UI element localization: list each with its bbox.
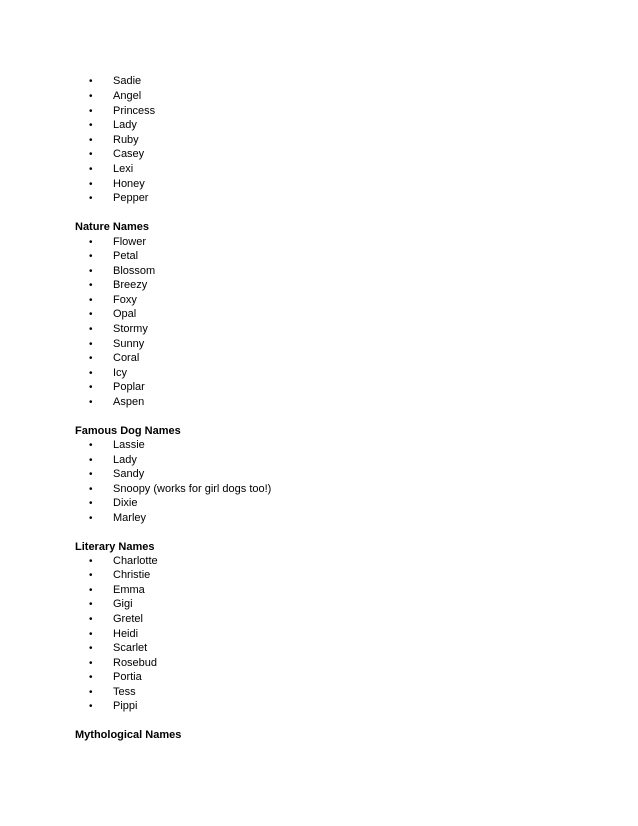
- bullet-icon: •: [89, 469, 93, 480]
- list-item-label: Honey: [113, 178, 145, 190]
- list-item-label: Snoopy (works for girl dogs too!): [113, 483, 272, 495]
- list-item: [89, 249, 138, 264]
- list-item-label: Gretel: [113, 613, 143, 625]
- list-item: [89, 177, 145, 192]
- list-item: [89, 235, 146, 250]
- bullet-icon: •: [89, 498, 93, 509]
- list-item-label: Foxy: [113, 294, 137, 306]
- list-item-label: Angel: [113, 90, 142, 102]
- list-item-label: Lassie: [113, 439, 145, 451]
- bullet-icon: •: [89, 193, 93, 204]
- list-item: [89, 453, 137, 468]
- list-item-label: Heidi: [113, 628, 139, 640]
- list-item: [89, 118, 137, 133]
- bullet-icon: •: [89, 701, 93, 712]
- list-item-label: Pippi: [113, 700, 138, 712]
- bullet-icon: •: [89, 309, 93, 320]
- list-item-label: Scarlet: [113, 642, 148, 654]
- list-item-label: Sadie: [113, 75, 142, 87]
- list-item: [89, 482, 271, 497]
- list-item: [89, 337, 144, 352]
- list-item: [89, 670, 142, 685]
- list-item-label: Petal: [113, 250, 139, 262]
- bullet-icon: •: [89, 353, 93, 364]
- bullet-icon: •: [89, 658, 93, 669]
- list-item: [89, 597, 133, 612]
- bullet-icon: •: [89, 382, 93, 393]
- list-item-label: Christie: [113, 569, 151, 581]
- list-item: [89, 467, 144, 482]
- bullet-icon: •: [89, 687, 93, 698]
- list-item: [89, 264, 155, 279]
- bullet-icon: •: [89, 599, 93, 610]
- list-item: [89, 307, 136, 322]
- list-item-label: Coral: [113, 352, 140, 364]
- list-item: [89, 627, 138, 642]
- list-item-label: Tess: [113, 686, 136, 698]
- list-item: [89, 438, 145, 453]
- list-item: [89, 699, 137, 714]
- bullet-icon: •: [89, 179, 93, 190]
- list-item-label: Marley: [113, 512, 147, 524]
- list-item-label: Flower: [113, 236, 147, 248]
- list-item: [89, 278, 147, 293]
- list-item-label: Icy: [113, 367, 128, 379]
- list-item: [89, 656, 157, 671]
- list-item: [89, 395, 144, 410]
- list-item: [89, 104, 155, 119]
- list-item-label: Emma: [113, 584, 145, 596]
- list-item: [89, 583, 145, 598]
- bullet-icon: •: [89, 266, 93, 277]
- list-item: [89, 191, 148, 206]
- section-heading-literary: Literary Names: [75, 541, 155, 553]
- bullet-icon: •: [89, 513, 93, 524]
- list-item: [89, 322, 148, 337]
- list-item-label: Aspen: [113, 396, 145, 408]
- bullet-icon: •: [89, 251, 93, 262]
- bullet-icon: •: [89, 280, 93, 291]
- list-item-label: Pepper: [113, 192, 149, 204]
- bullet-icon: •: [89, 135, 93, 146]
- list-item: [89, 380, 145, 395]
- section-heading-nature: Nature Names: [75, 221, 149, 233]
- list-item-label: Gigi: [113, 598, 133, 610]
- list-item-label: Breezy: [113, 279, 148, 291]
- bullet-icon: •: [89, 397, 93, 408]
- list-item: [89, 351, 139, 366]
- list-item: [89, 685, 136, 700]
- bullet-icon: •: [89, 570, 93, 581]
- bullet-icon: •: [89, 440, 93, 451]
- list-item-label: Ruby: [113, 134, 139, 146]
- list-item-label: Stormy: [113, 323, 148, 335]
- list-item: [89, 89, 141, 104]
- bullet-icon: •: [89, 629, 93, 640]
- bullet-icon: •: [89, 368, 93, 379]
- list-item-label: Poplar: [113, 381, 145, 393]
- list-item-label: Sunny: [113, 338, 145, 350]
- bullet-icon: •: [89, 643, 93, 654]
- bullet-icon: •: [89, 149, 93, 160]
- bullet-icon: •: [89, 556, 93, 567]
- list-item: [89, 162, 133, 177]
- list-item: [89, 496, 137, 511]
- bullet-icon: •: [89, 106, 93, 117]
- list-item: [89, 366, 127, 381]
- list-item: [89, 641, 147, 656]
- list-item: [89, 511, 146, 526]
- bullet-icon: •: [89, 672, 93, 683]
- bullet-icon: •: [89, 614, 93, 625]
- bullet-icon: •: [89, 484, 93, 495]
- list-item-label: Lexi: [113, 163, 134, 175]
- list-item-label: Lady: [113, 454, 137, 466]
- list-item: [89, 147, 144, 162]
- list-item: [89, 568, 150, 583]
- list-item: [89, 554, 158, 569]
- list-item-label: Rosebud: [113, 657, 158, 669]
- section-heading-famous: Famous Dog Names: [75, 425, 181, 437]
- list-item-label: Charlotte: [113, 555, 158, 567]
- bullet-icon: •: [89, 164, 93, 175]
- bullet-icon: •: [89, 76, 93, 87]
- bullet-icon: •: [89, 120, 93, 131]
- bullet-icon: •: [89, 339, 93, 350]
- bullet-icon: •: [89, 295, 93, 306]
- list-item-label: Dixie: [113, 497, 138, 509]
- list-item-label: Sandy: [113, 468, 145, 480]
- list-item: [89, 612, 143, 627]
- list-item-label: Casey: [113, 148, 145, 160]
- list-item-label: Lady: [113, 119, 137, 131]
- list-item-label: Portia: [113, 671, 142, 683]
- list-item-label: Opal: [113, 308, 137, 320]
- list-item: [89, 133, 139, 148]
- list-item-label: Princess: [113, 105, 156, 117]
- bullet-icon: •: [89, 237, 93, 248]
- bullet-icon: •: [89, 324, 93, 335]
- list-item-label: Blossom: [113, 265, 156, 277]
- list-item: [89, 293, 137, 308]
- bullet-icon: •: [89, 91, 93, 102]
- section-heading-mythological: Mythological Names: [75, 729, 182, 741]
- list-item: [89, 74, 141, 89]
- bullet-icon: •: [89, 455, 93, 466]
- bullet-icon: •: [89, 585, 93, 596]
